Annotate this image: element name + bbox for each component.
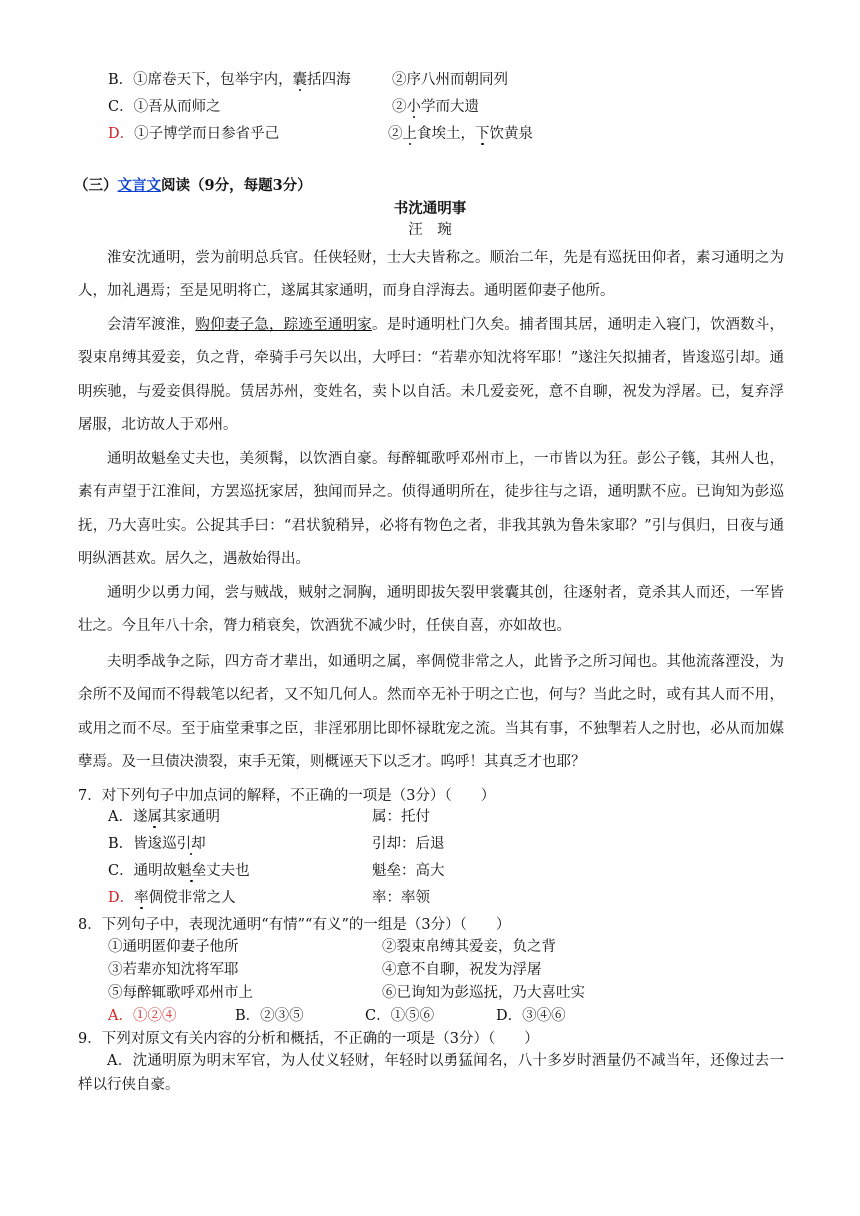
q8-item-2: ②裂束帛缚其爱妾，负之背 <box>382 939 556 955</box>
option-text: ② <box>392 99 407 115</box>
article-author: 汪 琬 <box>408 222 452 238</box>
option-letter: B． <box>108 836 134 852</box>
q8-answer-a: A．①②④ <box>108 1008 177 1024</box>
article-paragraph-4: 通明少以勇力闻，尝与贼战，贼射之洞胸，通明即拔矢裂甲裳囊其创，往逐射者，竟杀其人而还，一军皆壮之。今且年八十余，膂力稍衰矣，饮酒犹不减少时，任侠自喜，亦如故也。 <box>78 585 784 635</box>
option-letter: D． <box>108 890 135 906</box>
q8-answer-d: D．③④⑥ <box>496 1008 566 1024</box>
option-text: ①子博学而日参省乎己 <box>134 126 280 142</box>
section-link[interactable]: 文言文 <box>117 177 161 194</box>
option-letter: C． <box>108 863 134 879</box>
paragraph-text: 。是时通明杜门久矣。捕者围其居，通明走入寝门，饮酒数斗，裂束帛缚其爱妾，负之背，牵骑手弓矢以出，大呼曰：“若辈亦知沈将军耶！”遂注矢拟捕者，皆逡巡引却。通明疾驰，与爱妾俱得脱。赁居苏州，变姓名，卖卜以自活。未几爱妾死，意不自聊，祝发为浮屠。已，复弃浮屠服，北访故人于邓州。 <box>78 317 785 434</box>
option-text: 倜傥非常之人 <box>148 890 236 906</box>
q7-option-b-explanation: 引却：后退 <box>372 836 445 852</box>
option-b-line <box>108 70 351 90</box>
option-text: 遂 <box>132 809 148 825</box>
option-b-item-2: ②序八州而朝同列 <box>392 72 508 88</box>
q8-stem: 8．下列句子中，表现沈通明“有情”“有义”的一组是（3分）（ ） <box>78 917 511 933</box>
section-heading <box>74 176 312 196</box>
dotted-char: 下 <box>475 126 490 142</box>
option-text: ①席卷天下，包举宇内， <box>133 72 293 88</box>
q7-option-b <box>108 834 206 854</box>
paragraph-text: 会清军渡淮， <box>107 317 196 333</box>
q7-option-a-explanation: 属：托付 <box>372 809 430 825</box>
dotted-char: 引却 <box>176 836 206 852</box>
q8-answer-b: B．②③⑤ <box>235 1008 304 1024</box>
q8-answer-c: C．①⑤⑥ <box>365 1008 435 1024</box>
section-suffix: 阅读（9分，每题3分） <box>161 177 312 194</box>
q7-option-a <box>108 807 220 827</box>
article-paragraph-5: 夫明季战争之际，四方奇才辈出，如通明之属，率倜傥非常之人，此皆予之所习闻也。其他流落湮没，为余所不及闻而不得载笔以纪者，又不知几何人。然而卒无补于明之亡也，何与？当此之时，或有其人而不用，或用之而不尽。至于庙堂秉事之臣，非淫邪朋比即怀禄耽宠之流。当其有事，不独掣若人之肘也，必从而加媒孽焉。及一旦债决溃裂，束手无策，则概诬天下以乏才。呜呼！其真乏才也耶？ <box>78 654 784 771</box>
q9-stem: 9．下列对原文有关内容的分析和概括，不正确的一项是（3分）（ ） <box>78 1031 539 1047</box>
dotted-char: 魁垒 <box>177 863 207 879</box>
article-paragraph-3: 通明故魁垒丈夫也，美须髯，以饮酒自豪。每醉辄歌呼邓州市上，一市皆以为狂。彭公子篯，其州人也，素有声望于江淮间，方罢巡抚家居，独闻而异之。侦得通明所在，徒步往与之语，通明默不应。已询知为彭巡抚，乃大喜吐实。公捉其手曰：“君状貌稍异，必将有物色之者，非我其孰为鲁朱家耶？”引与俱归，日夜与通明纵酒甚欢。居久之，遇赦始得出。 <box>78 451 784 568</box>
q7-option-c-explanation: 魁垒：高大 <box>372 863 445 879</box>
q8-item-4: ④意不自聊，祝发为浮屠 <box>382 962 542 978</box>
q7-option-d-explanation: 率：率领 <box>372 890 430 906</box>
option-letter: B． <box>108 72 134 88</box>
q8-item-5: ⑤每醉辄歌呼邓州市上 <box>108 985 253 1001</box>
q7-option-d <box>108 888 236 908</box>
q8-item-3: ③若辈亦知沈将军耶 <box>108 962 239 978</box>
q7-stem: 7．对下列句子中加点词的解释，不正确的一项是（3分）（ ） <box>78 788 496 804</box>
option-text: ② <box>388 126 403 142</box>
option-text: 皆逡巡 <box>133 836 177 852</box>
option-d-line <box>108 124 279 144</box>
option-text: 食埃土， <box>417 126 475 142</box>
option-text: 通明故 <box>133 863 178 879</box>
q8-item-6: ⑥已询知为彭巡抚，乃大喜吐实 <box>382 985 585 1001</box>
section-prefix: （三） <box>74 177 118 194</box>
dotted-char: 上 <box>402 126 417 142</box>
option-text: 饮黄泉 <box>489 126 533 142</box>
underlined-phrase: 购仰妻子急，踪迹至通明家 <box>195 317 373 333</box>
option-text: 丈夫也 <box>206 863 250 879</box>
option-letter: D． <box>108 126 135 142</box>
q8-item-1: ①通明匿仰妻子他所 <box>108 939 239 955</box>
article-paragraph-2 <box>78 309 784 443</box>
option-text: 学而大遗 <box>421 99 479 115</box>
option-d-item-2 <box>388 124 533 144</box>
q9-option-a: A．沈通明原为明末军官，为人仗义轻财，年轻时以勇猛闻名，八十多岁时酒量仍不减当年，还像过去一样以行侠自豪。 <box>78 1053 784 1093</box>
dotted-char: 属 <box>147 809 162 825</box>
dotted-char: 率 <box>134 890 149 906</box>
option-text: 其家通明 <box>161 809 220 825</box>
option-letter: C． <box>108 99 134 115</box>
dotted-char: 小 <box>406 99 421 115</box>
option-c-line <box>108 97 221 117</box>
option-text: ①吾从而师之 <box>133 99 221 115</box>
article-title: 书沈通明事 <box>393 200 467 217</box>
option-c-item-2 <box>392 97 479 117</box>
option-text: 括四海 <box>307 72 351 88</box>
dotted-char: 囊 <box>292 72 308 88</box>
q7-option-c <box>108 861 250 881</box>
option-letter: A． <box>108 809 133 825</box>
article-paragraph-1: 淮安沈通明，尝为前明总兵官。任侠轻财，士大夫皆称之。顺治二年，先是有巡抚田仰者，素习通明之为人，加礼遇焉；至是见明将亡，遂属其家通明，而身自浮海去。通明匿仰妻子他所。 <box>78 250 784 300</box>
